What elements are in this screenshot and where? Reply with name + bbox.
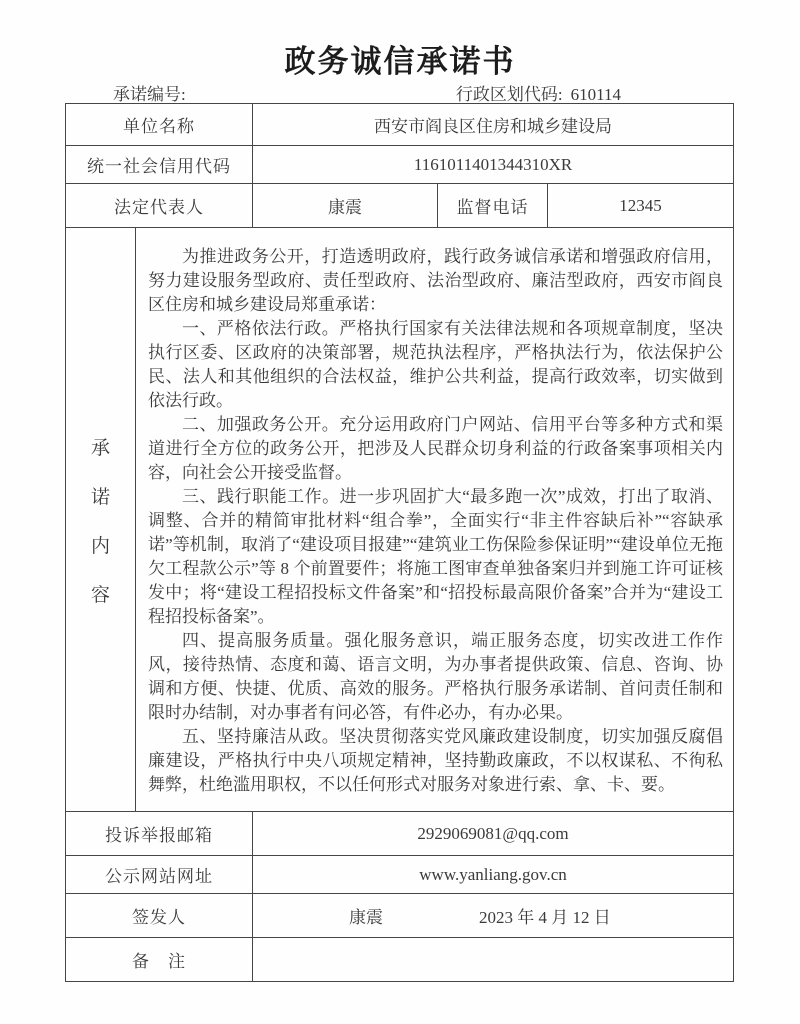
credit-code-value: 1161011401344310XR bbox=[253, 146, 734, 184]
promise-number-label: 承诺编号: bbox=[113, 85, 186, 104]
table-row bbox=[66, 894, 734, 938]
commitment-paragraph: 二、加强政务公开。充分运用政府门户网站、信用平台等多种方式和渠道进行全方位的政务公开，把涉及人民群众切身利益的行政备案事项相关内容，向社会公开接受监督。 bbox=[148, 414, 724, 482]
commitment-label-char: 诺 bbox=[90, 486, 110, 508]
credit-code-label: 统一社会信用代码 bbox=[66, 146, 253, 184]
table-row bbox=[66, 856, 734, 894]
complaint-email-label: 投诉举报邮箱 bbox=[66, 812, 253, 856]
commitment-text bbox=[136, 239, 733, 801]
table-row bbox=[66, 146, 734, 184]
commitment-paragraph: 为推进政务公开，打造透明政府，践行政务诚信承诺和增强政府信用，努力建设服务型政府、责任型政府、法治型政府、廉洁型政府，西安市阎良区住房和城乡建设局郑重承诺： bbox=[148, 246, 724, 314]
website-value: www.yanliang.gov.cn bbox=[253, 856, 734, 894]
commitment-content-cell bbox=[136, 228, 734, 812]
commitment-paragraph: 四、提高服务质量。强化服务意识，端正服务态度，切实改进工作作风，接待热情、态度和蔼、语言文明，为办事者提供政策、信息、咨询、协调和方便、快捷、优质、高效的服务。严格执行服务承诺制、首问责任制和限时办结制，对办事者有问必答，有件必办，有办必果。 bbox=[148, 630, 724, 722]
table-row bbox=[66, 184, 734, 228]
table-row bbox=[66, 104, 734, 146]
unit-name-value: 西安市阎良区住房和城乡建设局 bbox=[253, 104, 734, 146]
commitment-label-cell bbox=[66, 228, 136, 812]
meta-row bbox=[65, 80, 733, 102]
signer-name: 康震 bbox=[349, 908, 383, 927]
table-row bbox=[66, 812, 734, 856]
commitment-label-char: 承 bbox=[90, 437, 110, 459]
sign-date: 2023 年 4 月 12 日 bbox=[479, 908, 611, 927]
phone-label: 监督电话 bbox=[438, 184, 548, 228]
region-code-label: 行政区划代码: bbox=[455, 85, 563, 104]
page-title: 政务诚信承诺书 bbox=[284, 44, 516, 79]
remark-value bbox=[253, 938, 734, 982]
commitment-paragraph: 五、坚持廉洁从政。坚决贯彻落实党风廉政建设制度，切实加强反腐倡廉建设，严格执行中央八项规定精神，坚持勤政廉政，不以权谋私、不徇私舞弊，杜绝滥用职权，不以任何形式对服务对象进行索、拿、卡、要。 bbox=[148, 726, 724, 794]
phone-value: 12345 bbox=[548, 184, 734, 228]
signer-label: 签发人 bbox=[66, 894, 253, 938]
commitment-label-char: 容 bbox=[90, 584, 110, 606]
table-row bbox=[66, 228, 734, 812]
commitment-form-table bbox=[65, 103, 734, 982]
complaint-email-value: 2929069081@qq.com bbox=[253, 812, 734, 856]
remark-label: 备 注 bbox=[66, 938, 253, 982]
table-row bbox=[66, 938, 734, 982]
commitment-vertical-label bbox=[66, 228, 135, 811]
commitment-paragraph: 一、严格依法行政。严格执行国家有关法律法规和各项规章制度，坚决执行区委、区政府的决策部署，规范执法程序，严格执法行为，依法保护公民、法人和其他组织的合法权益，维护公共利益，提高行政效率，切实做到依法行政。 bbox=[148, 318, 724, 410]
signer-content bbox=[253, 894, 733, 937]
region-code-value: 610114 bbox=[570, 85, 621, 104]
legal-rep-label: 法定代表人 bbox=[66, 184, 253, 228]
website-label: 公示网站网址 bbox=[66, 856, 253, 894]
signer-cell bbox=[253, 894, 734, 938]
commitment-paragraph: 三、践行职能工作。进一步巩固扩大“最多跑一次”成效，打出了取消、调整、合并的精简审批材料“组合拳”，全面实行“非主件容缺后补”“容缺承诺”等机制，取消了“建设项目报建”“建筑业工伤保险参保证明”“建设单位无拖欠工程款公示”等 8 个前置要件；将施工图审查单独备案归并到施工许可证核发中；将“建设工程招投标文件备案”和“招投标最高限价备案”合并为“建设工程招投标备案”。 bbox=[148, 486, 724, 626]
unit-name-label: 单位名称 bbox=[66, 104, 253, 146]
legal-rep-value: 康震 bbox=[253, 184, 438, 228]
commitment-label-char: 内 bbox=[90, 535, 110, 557]
region-code bbox=[456, 80, 621, 102]
